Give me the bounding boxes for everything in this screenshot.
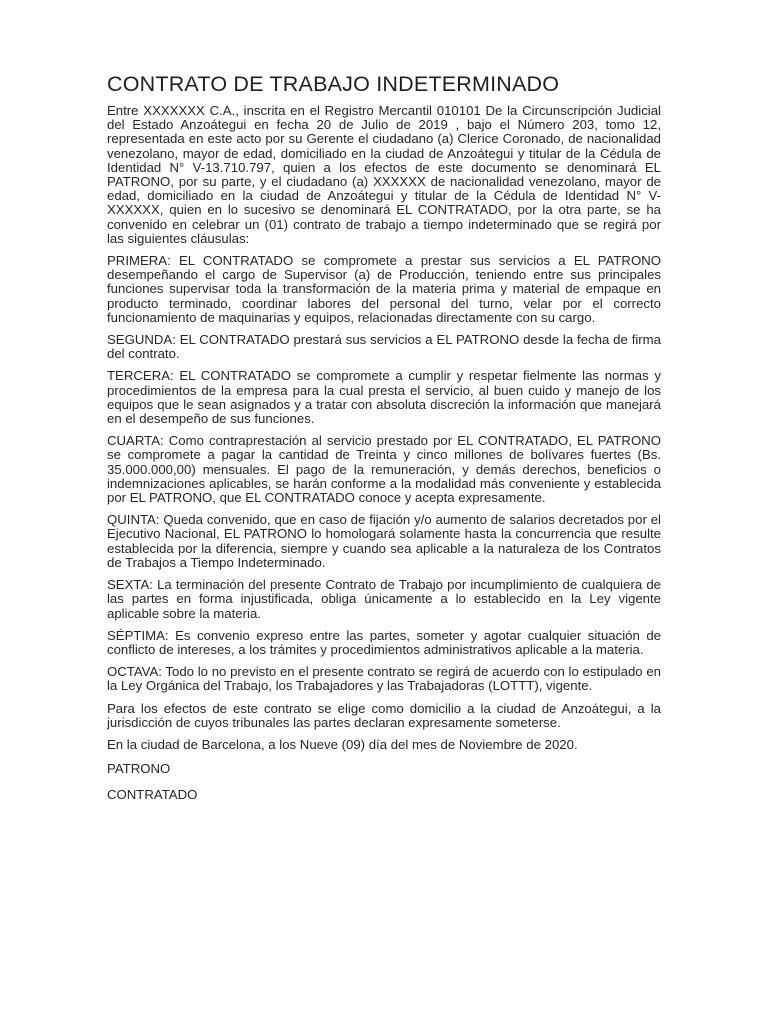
document-title: CONTRATO DE TRABAJO INDETERMINADO [107, 72, 560, 96]
clause-sexta: SEXTA: La terminación del presente Contrato de Trabajo por incumplimiento de cualquiera de las partes en forma injustificada, obliga únicamente a lo establecido en la Ley vigente aplicable sobre la materia. [107, 577, 661, 621]
clause-primera: PRIMERA: EL CONTRATADO se compromete a prestar sus servicios a EL PATRONO desempeñando el cargo de Supervisor (a) de Producción, teniendo entre sus principales funciones supervisar toda la transformación de la materia prima y material de empaque en producto terminado, coordinar labores del personal del turno, velar por el correcto funcionamiento de maquinarias y equipos, relacionadas directamente con su cargo. [107, 253, 661, 325]
domicile-paragraph: Para los efectos de este contrato se elige como domicilio a la ciudad de Anzoátegui, a la jurisdicción de cuyos tribunales las partes declaran expresamente someterse. [107, 700, 661, 730]
place-date-line: En la ciudad de Barcelona, a los Nueve (09) día del mes de Noviembre de 2020. [107, 736, 578, 752]
clause-tercera: TERCERA: EL CONTRATADO se compromete a cumplir y respetar fielmente las normas y procedimientos de la empresa para la cual presta el servicio, al buen cuido y manejo de los equipos que le sean asignados y a tratar con absoluta discreción la información que manejará en el desempeño de sus funciones. [107, 368, 661, 427]
clause-segunda: SEGUNDA: EL CONTRATADO prestará sus servicios a EL PATRONO desde la fecha de firma del contrato. [107, 332, 661, 362]
intro-paragraph: Entre XXXXXXX C.A., inscrita en el Registro Mercantil 010101 De la Circunscripción Judicial del Estado Anzoátegui en fecha 20 de Julio de 2019 , bajo el Número 203, tomo 12, representada en este acto por su Gerente el ciudadano (a) Clerice Coronado, de nacionalidad venezolano, mayor de edad, domiciliado en la ciudad de Anzoátegui y titular de la Cédula de Identidad N° V-13.710.797, quien a los efectos de este documento se denominará EL PATRONO, por su parte, y el ciudadano (a) XXXXXX de nacionalidad venezolano, mayor de edad, domiciliado en la ciudad de Anzoátegui y titular de la Cédula de Identidad N° V-XXXXXX, quien en lo sucesivo se denominará EL CONTRATADO, por la otra parte, se ha convenido en celebrar un (01) contrato de trabajo a tiempo indeterminado que se regirá por las siguientes cláusulas: [107, 103, 661, 246]
contract-body [107, 70, 661, 815]
signature-contratado: CONTRATADO [107, 787, 198, 803]
clause-quinta: QUINTA: Queda convenido, que en caso de fijación y/o aumento de salarios decretados por el Ejecutivo Nacional, EL PATRONO lo homologará solamente hasta la concurrencia que resulte establecida por la diferencia, siempre y cuando sea aplicable a la naturaleza de los Contratos de Trabajos a Tiempo Indeterminado. [107, 512, 661, 570]
clause-cuarta: CUARTA: Como contraprestación al servicio prestado por EL CONTRATADO, EL PATRONO se compromete a pagar la cantidad de Treinta y cinco millones de bolívares fuertes (Bs. 35.000.000,00) mensuales. El pago de la remuneración, y demás derechos, beneficios o indemnizaciones aplicables, se harán conforme a la modalidad más conveniente y establecida por EL PATRONO, que EL CONTRATADO conoce y acepta expresamente. [107, 433, 661, 506]
clause-octava: OCTAVA: Todo lo no previsto en el presente contrato se regirá de acuerdo con lo estipulado en la Ley Orgánica del Trabajo, los Trabajadores y las Trabajadoras (LOTTT), vigente. [107, 664, 661, 694]
signature-patrono: PATRONO [107, 761, 171, 777]
clause-septima: SÉPTIMA: Es convenio expreso entre las partes, someter y agotar cualquier situación de conflicto de intereses, a los trámites y procedimientos administrativos aplicable a la materia. [107, 627, 661, 657]
